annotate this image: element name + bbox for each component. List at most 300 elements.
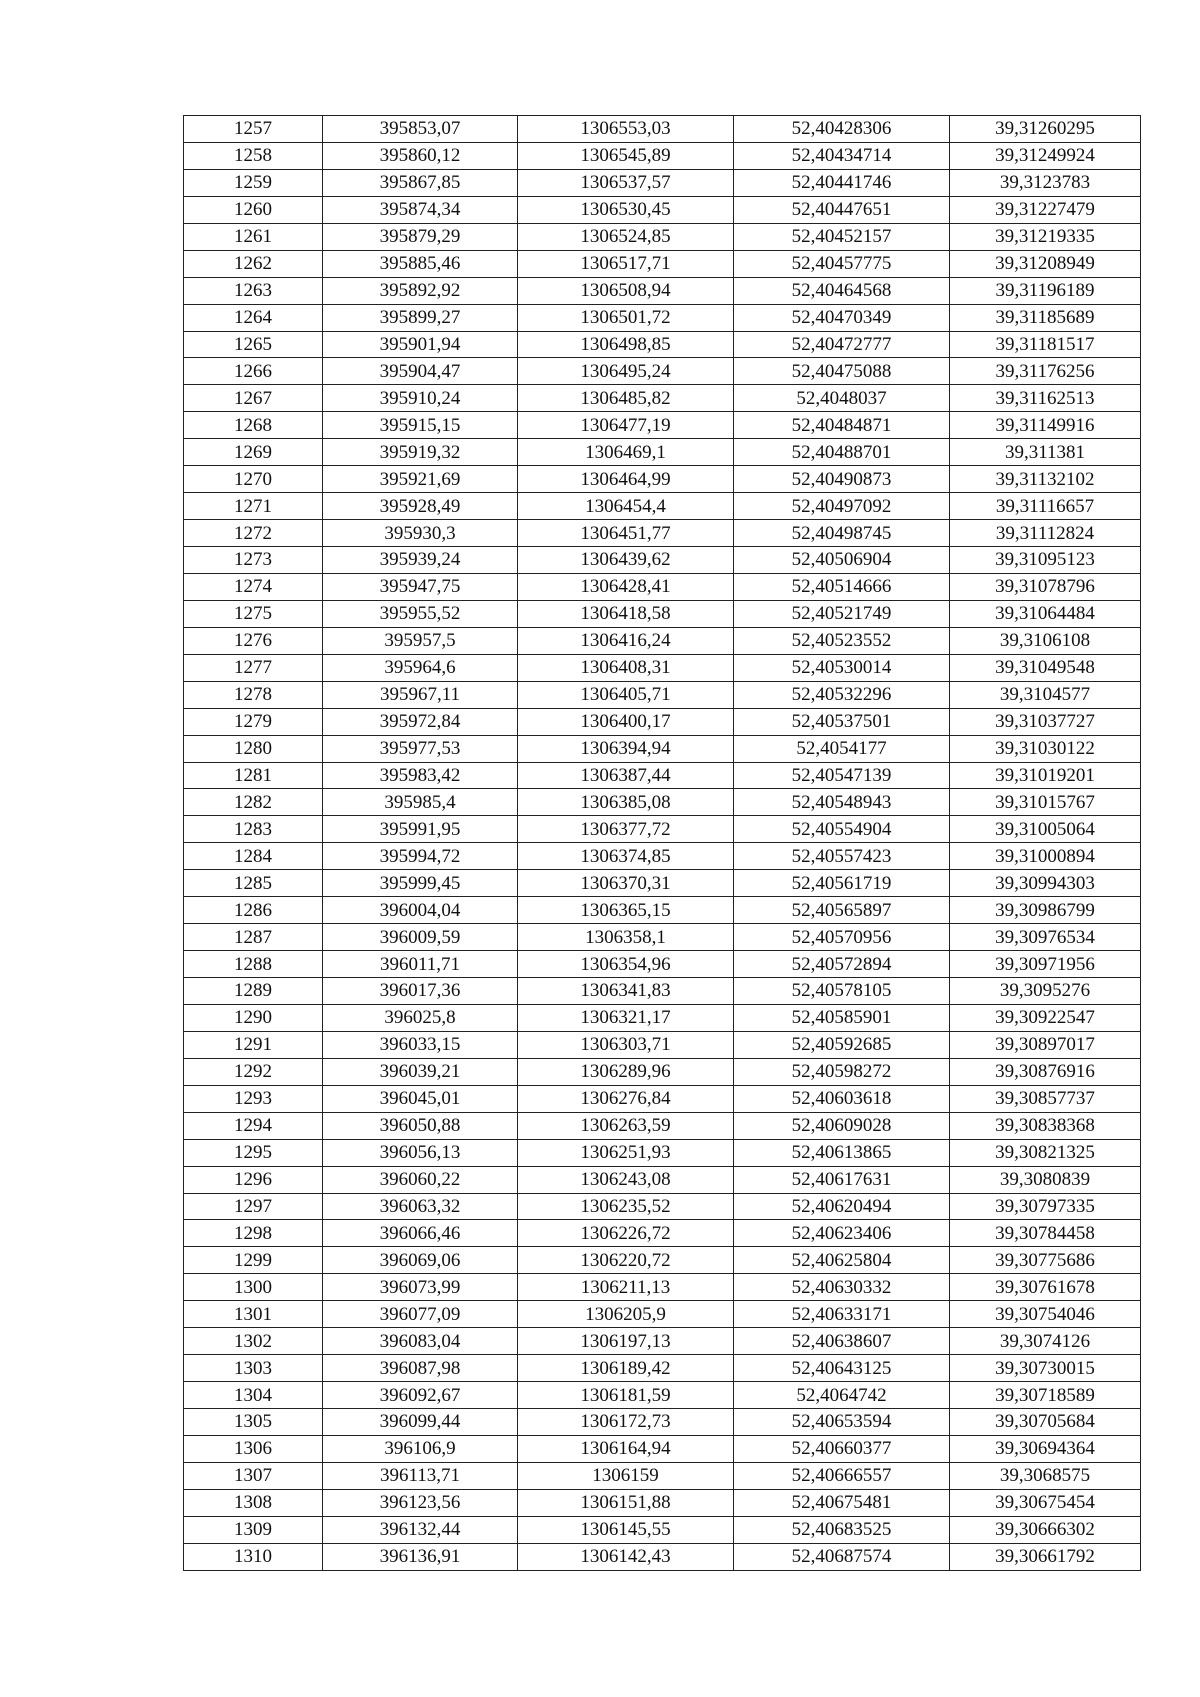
- x-coordinate-cell: 395955,52: [323, 600, 518, 627]
- y-coordinate-cell: 1306142,43: [518, 1543, 734, 1570]
- latitude-cell: 52,4048037: [734, 385, 950, 412]
- longitude-cell: 39,30876916: [950, 1058, 1141, 1085]
- y-coordinate-cell: 1306205,9: [518, 1301, 734, 1328]
- x-coordinate-cell: 395964,6: [323, 654, 518, 681]
- x-coordinate-cell: 396136,91: [323, 1543, 518, 1570]
- point-number-cell: 1301: [184, 1301, 323, 1328]
- y-coordinate-cell: 1306341,83: [518, 978, 734, 1005]
- longitude-cell: 39,3074126: [950, 1328, 1141, 1355]
- x-coordinate-cell: 396025,8: [323, 1004, 518, 1031]
- point-number-cell: 1288: [184, 951, 323, 978]
- table-row: [184, 493, 1141, 520]
- point-number-cell: 1282: [184, 789, 323, 816]
- y-coordinate-cell: 1306524,85: [518, 223, 734, 250]
- y-coordinate-cell: 1306159: [518, 1462, 734, 1489]
- point-number-cell: 1289: [184, 978, 323, 1005]
- y-coordinate-cell: 1306545,89: [518, 142, 734, 169]
- x-coordinate-cell: 396063,32: [323, 1193, 518, 1220]
- latitude-cell: 52,4054177: [734, 735, 950, 762]
- y-coordinate-cell: 1306517,71: [518, 250, 734, 277]
- table-row: [184, 250, 1141, 277]
- longitude-cell: 39,311381: [950, 439, 1141, 466]
- x-coordinate-cell: 396106,9: [323, 1435, 518, 1462]
- point-number-cell: 1307: [184, 1462, 323, 1489]
- longitude-cell: 39,3080839: [950, 1166, 1141, 1193]
- latitude-cell: 52,40687574: [734, 1543, 950, 1570]
- y-coordinate-cell: 1306454,4: [518, 493, 734, 520]
- point-number-cell: 1306: [184, 1435, 323, 1462]
- table-row: [184, 1409, 1141, 1436]
- longitude-cell: 39,31049548: [950, 654, 1141, 681]
- longitude-cell: 39,31078796: [950, 573, 1141, 600]
- point-number-cell: 1276: [184, 627, 323, 654]
- latitude-cell: 52,40653594: [734, 1409, 950, 1436]
- longitude-cell: 39,30705684: [950, 1409, 1141, 1436]
- x-coordinate-cell: 395879,29: [323, 223, 518, 250]
- longitude-cell: 39,31181517: [950, 331, 1141, 358]
- table-row: [184, 331, 1141, 358]
- latitude-cell: 52,40514666: [734, 573, 950, 600]
- y-coordinate-cell: 1306385,08: [518, 789, 734, 816]
- x-coordinate-cell: 396033,15: [323, 1031, 518, 1058]
- longitude-cell: 39,31196189: [950, 277, 1141, 304]
- table-row: [184, 304, 1141, 331]
- y-coordinate-cell: 1306263,59: [518, 1112, 734, 1139]
- point-number-cell: 1269: [184, 439, 323, 466]
- longitude-cell: 39,31185689: [950, 304, 1141, 331]
- longitude-cell: 39,31019201: [950, 762, 1141, 789]
- y-coordinate-cell: 1306358,1: [518, 924, 734, 951]
- x-coordinate-cell: 396004,04: [323, 897, 518, 924]
- x-coordinate-cell: 396077,09: [323, 1301, 518, 1328]
- point-number-cell: 1260: [184, 196, 323, 223]
- y-coordinate-cell: 1306243,08: [518, 1166, 734, 1193]
- table-row: [184, 142, 1141, 169]
- table-row: [184, 466, 1141, 493]
- point-number-cell: 1277: [184, 654, 323, 681]
- x-coordinate-cell: 396123,56: [323, 1489, 518, 1516]
- y-coordinate-cell: 1306370,31: [518, 870, 734, 897]
- point-number-cell: 1290: [184, 1004, 323, 1031]
- longitude-cell: 39,30718589: [950, 1382, 1141, 1409]
- point-number-cell: 1296: [184, 1166, 323, 1193]
- longitude-cell: 39,3068575: [950, 1462, 1141, 1489]
- x-coordinate-cell: 396099,44: [323, 1409, 518, 1436]
- table-row: [184, 116, 1141, 143]
- table-row: [184, 789, 1141, 816]
- table-row: [184, 439, 1141, 466]
- x-coordinate-cell: 395915,15: [323, 412, 518, 439]
- latitude-cell: 52,40484871: [734, 412, 950, 439]
- longitude-cell: 39,30821325: [950, 1139, 1141, 1166]
- y-coordinate-cell: 1306394,94: [518, 735, 734, 762]
- latitude-cell: 52,40592685: [734, 1031, 950, 1058]
- longitude-cell: 39,31015767: [950, 789, 1141, 816]
- x-coordinate-cell: 395947,75: [323, 573, 518, 600]
- x-coordinate-cell: 395999,45: [323, 870, 518, 897]
- latitude-cell: 52,40598272: [734, 1058, 950, 1085]
- point-number-cell: 1272: [184, 520, 323, 547]
- point-number-cell: 1265: [184, 331, 323, 358]
- table-row: [184, 978, 1141, 1005]
- point-number-cell: 1292: [184, 1058, 323, 1085]
- longitude-cell: 39,31176256: [950, 358, 1141, 385]
- table-row: [184, 1031, 1141, 1058]
- table-row: [184, 196, 1141, 223]
- table-row: [184, 1085, 1141, 1112]
- y-coordinate-cell: 1306211,13: [518, 1274, 734, 1301]
- x-coordinate-cell: 395910,24: [323, 385, 518, 412]
- longitude-cell: 39,3104577: [950, 681, 1141, 708]
- longitude-cell: 39,31005064: [950, 816, 1141, 843]
- y-coordinate-cell: 1306181,59: [518, 1382, 734, 1409]
- latitude-cell: 52,40554904: [734, 816, 950, 843]
- latitude-cell: 52,40666557: [734, 1462, 950, 1489]
- longitude-cell: 39,30922547: [950, 1004, 1141, 1031]
- point-number-cell: 1283: [184, 816, 323, 843]
- y-coordinate-cell: 1306416,24: [518, 627, 734, 654]
- point-number-cell: 1299: [184, 1247, 323, 1274]
- y-coordinate-cell: 1306553,03: [518, 116, 734, 143]
- latitude-cell: 52,40557423: [734, 843, 950, 870]
- point-number-cell: 1263: [184, 277, 323, 304]
- coordinates-table-body: [184, 116, 1141, 1571]
- longitude-cell: 39,3106108: [950, 627, 1141, 654]
- latitude-cell: 52,40609028: [734, 1112, 950, 1139]
- table-row: [184, 1543, 1141, 1570]
- table-row: [184, 600, 1141, 627]
- point-number-cell: 1294: [184, 1112, 323, 1139]
- longitude-cell: 39,31095123: [950, 547, 1141, 574]
- y-coordinate-cell: 1306235,52: [518, 1193, 734, 1220]
- x-coordinate-cell: 395972,84: [323, 708, 518, 735]
- y-coordinate-cell: 1306377,72: [518, 816, 734, 843]
- table-row: [184, 1139, 1141, 1166]
- point-number-cell: 1266: [184, 358, 323, 385]
- latitude-cell: 52,40488701: [734, 439, 950, 466]
- latitude-cell: 52,40475088: [734, 358, 950, 385]
- point-number-cell: 1304: [184, 1382, 323, 1409]
- latitude-cell: 52,40452157: [734, 223, 950, 250]
- longitude-cell: 39,30994303: [950, 870, 1141, 897]
- x-coordinate-cell: 395904,47: [323, 358, 518, 385]
- x-coordinate-cell: 396092,67: [323, 1382, 518, 1409]
- coordinates-table: [183, 115, 1141, 1571]
- longitude-cell: 39,30797335: [950, 1193, 1141, 1220]
- y-coordinate-cell: 1306530,45: [518, 196, 734, 223]
- y-coordinate-cell: 1306226,72: [518, 1220, 734, 1247]
- table-row: [184, 1355, 1141, 1382]
- longitude-cell: 39,31249924: [950, 142, 1141, 169]
- latitude-cell: 52,40613865: [734, 1139, 950, 1166]
- point-number-cell: 1261: [184, 223, 323, 250]
- x-coordinate-cell: 396132,44: [323, 1516, 518, 1543]
- longitude-cell: 39,30730015: [950, 1355, 1141, 1382]
- table-row: [184, 385, 1141, 412]
- x-coordinate-cell: 395921,69: [323, 466, 518, 493]
- table-row: [184, 547, 1141, 574]
- y-coordinate-cell: 1306451,77: [518, 520, 734, 547]
- table-row: [184, 1193, 1141, 1220]
- longitude-cell: 39,31219335: [950, 223, 1141, 250]
- longitude-cell: 39,31112824: [950, 520, 1141, 547]
- table-row: [184, 1166, 1141, 1193]
- point-number-cell: 1258: [184, 142, 323, 169]
- x-coordinate-cell: 395991,95: [323, 816, 518, 843]
- table-row: [184, 277, 1141, 304]
- longitude-cell: 39,30754046: [950, 1301, 1141, 1328]
- y-coordinate-cell: 1306477,19: [518, 412, 734, 439]
- y-coordinate-cell: 1306151,88: [518, 1489, 734, 1516]
- x-coordinate-cell: 396045,01: [323, 1085, 518, 1112]
- point-number-cell: 1302: [184, 1328, 323, 1355]
- y-coordinate-cell: 1306464,99: [518, 466, 734, 493]
- x-coordinate-cell: 395939,24: [323, 547, 518, 574]
- longitude-cell: 39,31030122: [950, 735, 1141, 762]
- y-coordinate-cell: 1306408,31: [518, 654, 734, 681]
- longitude-cell: 39,31227479: [950, 196, 1141, 223]
- table-row: [184, 843, 1141, 870]
- y-coordinate-cell: 1306485,82: [518, 385, 734, 412]
- x-coordinate-cell: 395967,11: [323, 681, 518, 708]
- table-row: [184, 1462, 1141, 1489]
- latitude-cell: 52,40625804: [734, 1247, 950, 1274]
- x-coordinate-cell: 396009,59: [323, 924, 518, 951]
- table-row: [184, 1220, 1141, 1247]
- x-coordinate-cell: 396066,46: [323, 1220, 518, 1247]
- latitude-cell: 52,40548943: [734, 789, 950, 816]
- longitude-cell: 39,31208949: [950, 250, 1141, 277]
- latitude-cell: 52,40464568: [734, 277, 950, 304]
- latitude-cell: 52,40617631: [734, 1166, 950, 1193]
- y-coordinate-cell: 1306428,41: [518, 573, 734, 600]
- table-row: [184, 762, 1141, 789]
- longitude-cell: 39,30675454: [950, 1489, 1141, 1516]
- x-coordinate-cell: 396069,06: [323, 1247, 518, 1274]
- point-number-cell: 1264: [184, 304, 323, 331]
- latitude-cell: 52,40457775: [734, 250, 950, 277]
- y-coordinate-cell: 1306251,93: [518, 1139, 734, 1166]
- latitude-cell: 52,40490873: [734, 466, 950, 493]
- x-coordinate-cell: 396060,22: [323, 1166, 518, 1193]
- x-coordinate-cell: 395860,12: [323, 142, 518, 169]
- longitude-cell: 39,30666302: [950, 1516, 1141, 1543]
- x-coordinate-cell: 396050,88: [323, 1112, 518, 1139]
- point-number-cell: 1268: [184, 412, 323, 439]
- y-coordinate-cell: 1306469,1: [518, 439, 734, 466]
- longitude-cell: 39,31116657: [950, 493, 1141, 520]
- x-coordinate-cell: 396083,04: [323, 1328, 518, 1355]
- y-coordinate-cell: 1306400,17: [518, 708, 734, 735]
- table-row: [184, 627, 1141, 654]
- latitude-cell: 52,40428306: [734, 116, 950, 143]
- y-coordinate-cell: 1306365,15: [518, 897, 734, 924]
- point-number-cell: 1308: [184, 1489, 323, 1516]
- y-coordinate-cell: 1306418,58: [518, 600, 734, 627]
- point-number-cell: 1293: [184, 1085, 323, 1112]
- table-row: [184, 735, 1141, 762]
- table-row: [184, 681, 1141, 708]
- latitude-cell: 52,40572894: [734, 951, 950, 978]
- longitude-cell: 39,31162513: [950, 385, 1141, 412]
- table-row: [184, 1489, 1141, 1516]
- y-coordinate-cell: 1306172,73: [518, 1409, 734, 1436]
- table-row: [184, 358, 1141, 385]
- latitude-cell: 52,40565897: [734, 897, 950, 924]
- latitude-cell: 52,40506904: [734, 547, 950, 574]
- point-number-cell: 1310: [184, 1543, 323, 1570]
- y-coordinate-cell: 1306405,71: [518, 681, 734, 708]
- point-number-cell: 1284: [184, 843, 323, 870]
- table-row: [184, 1058, 1141, 1085]
- longitude-cell: 39,30976534: [950, 924, 1141, 951]
- longitude-cell: 39,30784458: [950, 1220, 1141, 1247]
- latitude-cell: 52,40675481: [734, 1489, 950, 1516]
- point-number-cell: 1280: [184, 735, 323, 762]
- table-row: [184, 1382, 1141, 1409]
- longitude-cell: 39,30986799: [950, 897, 1141, 924]
- x-coordinate-cell: 395874,34: [323, 196, 518, 223]
- table-row: [184, 573, 1141, 600]
- x-coordinate-cell: 395957,5: [323, 627, 518, 654]
- longitude-cell: 39,31064484: [950, 600, 1141, 627]
- latitude-cell: 52,40683525: [734, 1516, 950, 1543]
- x-coordinate-cell: 395977,53: [323, 735, 518, 762]
- point-number-cell: 1259: [184, 169, 323, 196]
- table-row: [184, 1274, 1141, 1301]
- y-coordinate-cell: 1306321,17: [518, 1004, 734, 1031]
- table-row: [184, 223, 1141, 250]
- longitude-cell: 39,30897017: [950, 1031, 1141, 1058]
- longitude-cell: 39,3123783: [950, 169, 1141, 196]
- y-coordinate-cell: 1306537,57: [518, 169, 734, 196]
- point-number-cell: 1281: [184, 762, 323, 789]
- x-coordinate-cell: 395853,07: [323, 116, 518, 143]
- longitude-cell: 39,30857737: [950, 1085, 1141, 1112]
- y-coordinate-cell: 1306289,96: [518, 1058, 734, 1085]
- longitude-cell: 39,31260295: [950, 116, 1141, 143]
- x-coordinate-cell: 395867,85: [323, 169, 518, 196]
- latitude-cell: 52,40630332: [734, 1274, 950, 1301]
- x-coordinate-cell: 396073,99: [323, 1274, 518, 1301]
- point-number-cell: 1305: [184, 1409, 323, 1436]
- latitude-cell: 52,40660377: [734, 1435, 950, 1462]
- point-number-cell: 1271: [184, 493, 323, 520]
- point-number-cell: 1274: [184, 573, 323, 600]
- y-coordinate-cell: 1306439,62: [518, 547, 734, 574]
- y-coordinate-cell: 1306145,55: [518, 1516, 734, 1543]
- latitude-cell: 52,40441746: [734, 169, 950, 196]
- table-row: [184, 924, 1141, 951]
- table-row: [184, 1004, 1141, 1031]
- latitude-cell: 52,40434714: [734, 142, 950, 169]
- x-coordinate-cell: 395892,92: [323, 277, 518, 304]
- y-coordinate-cell: 1306197,13: [518, 1328, 734, 1355]
- latitude-cell: 52,40530014: [734, 654, 950, 681]
- latitude-cell: 52,40532296: [734, 681, 950, 708]
- y-coordinate-cell: 1306276,84: [518, 1085, 734, 1112]
- longitude-cell: 39,31037727: [950, 708, 1141, 735]
- point-number-cell: 1298: [184, 1220, 323, 1247]
- point-number-cell: 1295: [184, 1139, 323, 1166]
- latitude-cell: 52,40623406: [734, 1220, 950, 1247]
- x-coordinate-cell: 396113,71: [323, 1462, 518, 1489]
- table-row: [184, 412, 1141, 439]
- longitude-cell: 39,30761678: [950, 1274, 1141, 1301]
- y-coordinate-cell: 1306303,71: [518, 1031, 734, 1058]
- longitude-cell: 39,30838368: [950, 1112, 1141, 1139]
- y-coordinate-cell: 1306189,42: [518, 1355, 734, 1382]
- latitude-cell: 52,40472777: [734, 331, 950, 358]
- longitude-cell: 39,30775686: [950, 1247, 1141, 1274]
- latitude-cell: 52,40523552: [734, 627, 950, 654]
- x-coordinate-cell: 395919,32: [323, 439, 518, 466]
- table-row: [184, 520, 1141, 547]
- table-row: [184, 1112, 1141, 1139]
- latitude-cell: 52,40603618: [734, 1085, 950, 1112]
- y-coordinate-cell: 1306498,85: [518, 331, 734, 358]
- table-row: [184, 708, 1141, 735]
- y-coordinate-cell: 1306501,72: [518, 304, 734, 331]
- latitude-cell: 52,40447651: [734, 196, 950, 223]
- point-number-cell: 1287: [184, 924, 323, 951]
- y-coordinate-cell: 1306508,94: [518, 277, 734, 304]
- point-number-cell: 1275: [184, 600, 323, 627]
- point-number-cell: 1279: [184, 708, 323, 735]
- x-coordinate-cell: 395985,4: [323, 789, 518, 816]
- table-row: [184, 1247, 1141, 1274]
- latitude-cell: 52,40578105: [734, 978, 950, 1005]
- y-coordinate-cell: 1306374,85: [518, 843, 734, 870]
- longitude-cell: 39,31000894: [950, 843, 1141, 870]
- x-coordinate-cell: 396087,98: [323, 1355, 518, 1382]
- point-number-cell: 1273: [184, 547, 323, 574]
- point-number-cell: 1270: [184, 466, 323, 493]
- point-number-cell: 1257: [184, 116, 323, 143]
- x-coordinate-cell: 396039,21: [323, 1058, 518, 1085]
- y-coordinate-cell: 1306164,94: [518, 1435, 734, 1462]
- table-row: [184, 951, 1141, 978]
- latitude-cell: 52,40570956: [734, 924, 950, 951]
- x-coordinate-cell: 395885,46: [323, 250, 518, 277]
- point-number-cell: 1267: [184, 385, 323, 412]
- longitude-cell: 39,3095276: [950, 978, 1141, 1005]
- point-number-cell: 1300: [184, 1274, 323, 1301]
- latitude-cell: 52,40521749: [734, 600, 950, 627]
- table-row: [184, 1328, 1141, 1355]
- x-coordinate-cell: 396017,36: [323, 978, 518, 1005]
- longitude-cell: 39,31149916: [950, 412, 1141, 439]
- y-coordinate-cell: 1306495,24: [518, 358, 734, 385]
- y-coordinate-cell: 1306220,72: [518, 1247, 734, 1274]
- latitude-cell: 52,40638607: [734, 1328, 950, 1355]
- x-coordinate-cell: 396011,71: [323, 951, 518, 978]
- point-number-cell: 1291: [184, 1031, 323, 1058]
- table-row: [184, 897, 1141, 924]
- x-coordinate-cell: 395901,94: [323, 331, 518, 358]
- latitude-cell: 52,40633171: [734, 1301, 950, 1328]
- y-coordinate-cell: 1306354,96: [518, 951, 734, 978]
- point-number-cell: 1286: [184, 897, 323, 924]
- x-coordinate-cell: 395930,3: [323, 520, 518, 547]
- table-row: [184, 816, 1141, 843]
- latitude-cell: 52,4064742: [734, 1382, 950, 1409]
- table-row: [184, 870, 1141, 897]
- point-number-cell: 1285: [184, 870, 323, 897]
- table-row: [184, 1301, 1141, 1328]
- x-coordinate-cell: 395983,42: [323, 762, 518, 789]
- point-number-cell: 1297: [184, 1193, 323, 1220]
